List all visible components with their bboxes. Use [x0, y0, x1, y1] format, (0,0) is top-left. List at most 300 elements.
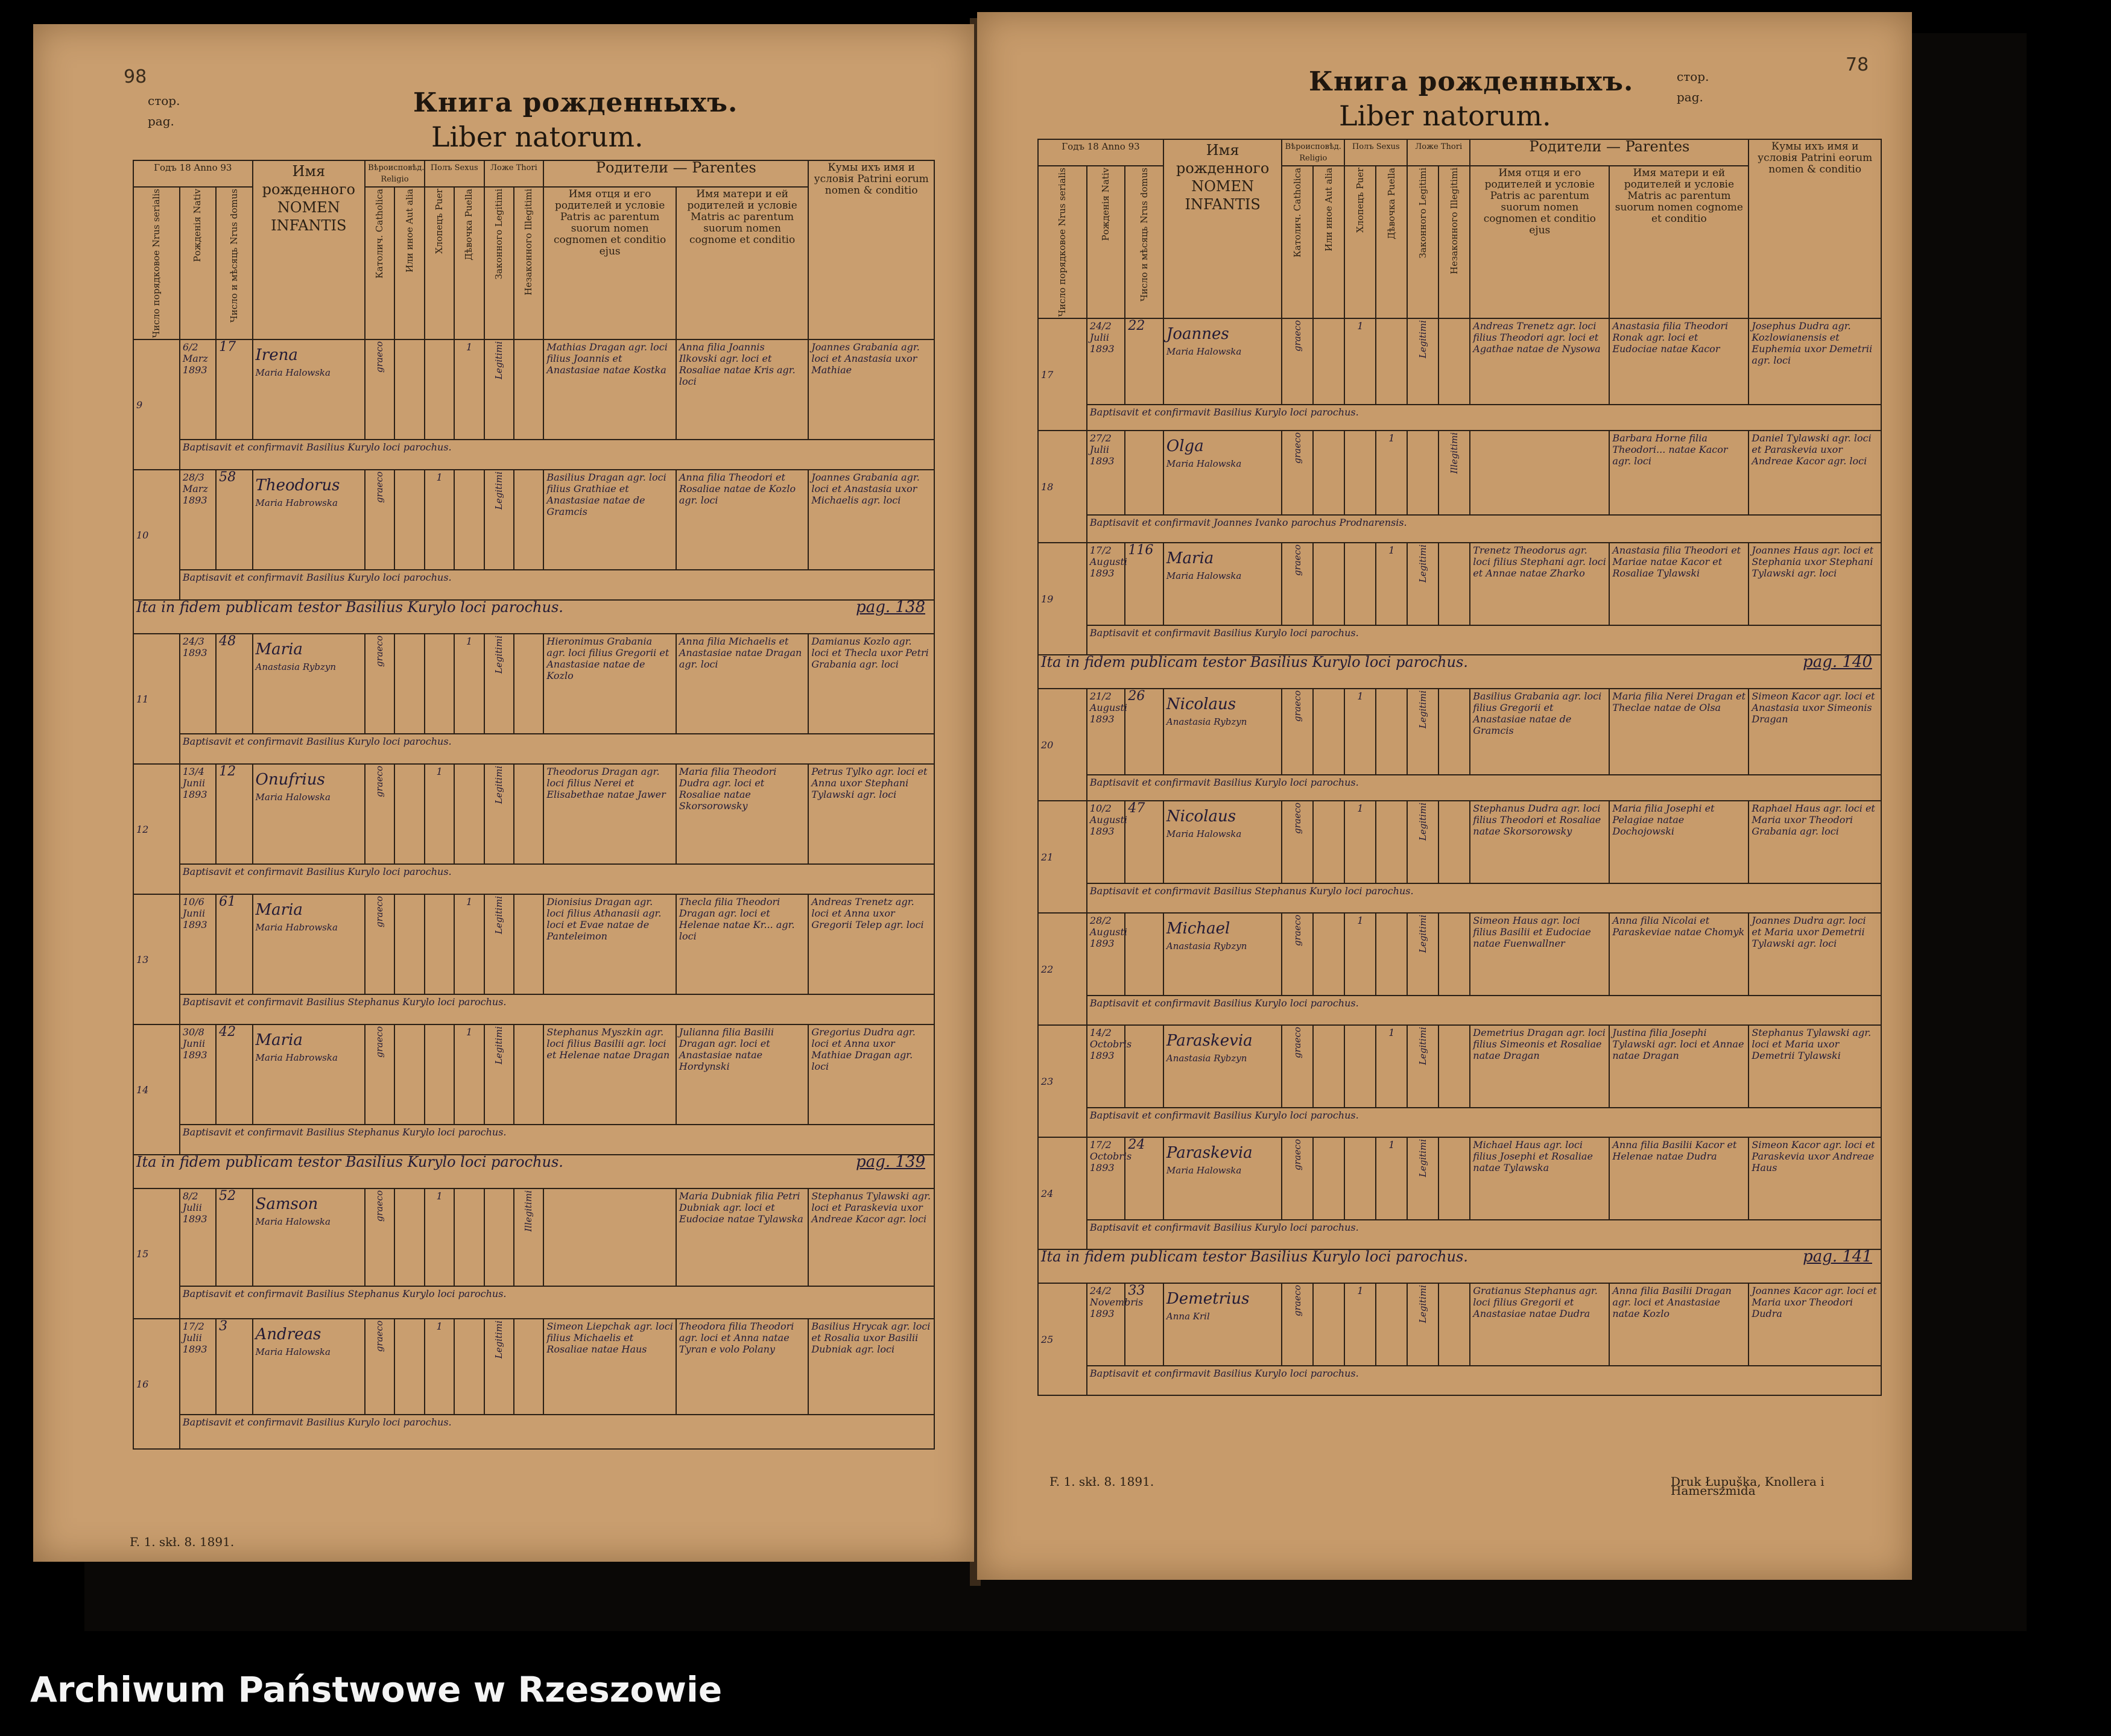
- illegitimi-cell: [514, 470, 543, 570]
- entry-number: 25: [1038, 1283, 1087, 1395]
- header-sub_religio: [1282, 166, 1313, 318]
- illegitimi-value: Illegitimi: [523, 1190, 534, 1233]
- godparents-cell: Joannes Grabania agr. loci et Anastasia uxor Mathiae: [808, 339, 934, 440]
- mother-cell: Anastasia filia Theodori et Mariae natae Kacor et Rosaliae Tylawski: [1609, 543, 1749, 625]
- entry-number: 12: [133, 764, 180, 894]
- illegitimi-cell: [514, 1024, 543, 1125]
- entry-date: 17/2 Octobris 1893: [1087, 1137, 1125, 1220]
- puella-cell: 1: [454, 1024, 484, 1125]
- child-name: Joannes: [1166, 325, 1229, 344]
- mother-cell: Anna filia Joannis Ilkovski agr. loci et Rosaliae natae Kris agr. loci: [676, 339, 808, 440]
- printer-imprint: Druk Łupuška, Knollera i Hamerszmida: [1671, 1474, 1825, 1498]
- entry-date: 6/2 Marz 1893: [180, 339, 216, 440]
- illegitimi-cell: [514, 1319, 543, 1415]
- header-sub_sexus: [1344, 166, 1376, 318]
- religio-cell: [1282, 801, 1313, 883]
- entry-row: [133, 1024, 934, 1125]
- child-name: Maria: [1166, 549, 1214, 568]
- child-name: Paraskevia: [1166, 1144, 1253, 1163]
- entry-house: [1125, 913, 1163, 996]
- religio-cell: [365, 1319, 394, 1415]
- puer-cell: 1: [1344, 318, 1376, 405]
- header-patrini: Кумы ихъ имя и условія Patrini eorum nomen & conditio: [1749, 139, 1881, 318]
- godparents-cell: Basilius Hrycak agr. loci et Rosalia uxor Basilii Dubniak agr. loci: [808, 1319, 934, 1415]
- legitimi-cell: [484, 1319, 514, 1415]
- header-sub_religio: [394, 187, 424, 339]
- header-sub-text: Дѣвочка Puella: [1385, 168, 1397, 239]
- mother-cell: Maria filia Theodori Dudra agr. loci et Rosaliae natae Skorsorowsky: [676, 764, 808, 864]
- note-cell: [133, 1155, 934, 1188]
- baptism-row: [133, 1415, 934, 1449]
- godparents-cell: Stephanus Tylawski agr. loci et Paraskevia uxor Andreae Kacor agr. loci: [808, 1188, 934, 1286]
- header-date-sub: [216, 187, 252, 339]
- illegitimi-cell: [1438, 431, 1470, 514]
- mother-cell: Maria filia Josephi et Pelagiae natae Dochojowski: [1609, 801, 1749, 883]
- religio-other: [1313, 1025, 1344, 1108]
- baptism-row: [133, 570, 934, 600]
- illegitimi-cell: [1438, 1283, 1470, 1366]
- entry-house: 17: [216, 339, 252, 440]
- father-cell: Mathias Dragan agr. loci filius Joannis et Anastasiae natae Kostka: [543, 339, 676, 440]
- entry-house: 22: [1125, 318, 1163, 405]
- religio-other: [1313, 543, 1344, 625]
- father-cell: Andreas Trenetz agr. loci filius Theodori agr. loci et Agathae natae de Nysowa: [1470, 318, 1609, 405]
- header-name-text: Имя рожденного NOMEN INFANTIS: [262, 163, 355, 234]
- religio-cell: [365, 1024, 394, 1125]
- religio-value: graeco: [374, 341, 385, 373]
- legitimi-cell: [484, 339, 514, 440]
- legitimi-cell: [1407, 913, 1438, 996]
- entry-name-cell: [1163, 1025, 1282, 1108]
- baptism-record: Baptisavit et confirmavit Basilius Stephanus Kurylo loci parochus.: [180, 1286, 934, 1319]
- mother-cell: Anastasia filia Theodori Ronak agr. loci et Eudociae natae Kacor: [1609, 318, 1749, 405]
- baptism-row: [1038, 1366, 1881, 1395]
- header-sub-text: Католич. Catholica: [374, 189, 385, 279]
- midwife-name: Maria Halowska: [255, 792, 331, 803]
- godparents-cell: Gregorius Dudra agr. loci et Anna uxor Mathiae Dragan agr. loci: [808, 1024, 934, 1125]
- illegitimi-cell: [1438, 1137, 1470, 1220]
- entry-name-cell: [253, 470, 366, 570]
- father-cell: Simeon Haus agr. loci filius Basilii et Eudociae natae Fuenwallner: [1470, 913, 1609, 996]
- puella-cell: 1: [1376, 431, 1407, 514]
- entry-date: 17/2 Augusti 1893: [1087, 543, 1125, 625]
- baptism-record: Baptisavit et confirmavit Basilius Kurylo loci parochus.: [180, 864, 934, 894]
- note-text: Ita in fidem publicam testor Basilius Kurylo loci parochus.: [1041, 1248, 1468, 1266]
- midwife-name: Anastasia Rybzyn: [255, 661, 336, 673]
- header-sub-text: Или иное Aut alia: [404, 189, 415, 273]
- entry-number: 15: [133, 1188, 180, 1319]
- religio-other: [394, 764, 424, 864]
- religio-cell: [1282, 689, 1313, 775]
- legitimi-cell: [1407, 689, 1438, 775]
- header-date-sub-text: Число и мѣсяць Nrus domus: [1138, 168, 1150, 301]
- puella-cell: 1: [1376, 1025, 1407, 1108]
- archive-watermark: Archiwum Państwowe w Rzeszowie: [30, 1669, 723, 1710]
- entry-date: 24/2 Julii 1893: [1087, 318, 1125, 405]
- header-sub_thori: [484, 187, 514, 339]
- mother-cell: Maria filia Nerei Dragan et Theclae natae de Olsa: [1609, 689, 1749, 775]
- religio-value: graeco: [1291, 690, 1303, 722]
- page-stor-pag: стор. pag.: [1677, 69, 1709, 104]
- religio-other: [1313, 689, 1344, 775]
- entry-row: [133, 894, 934, 994]
- page-corner-number: 78: [1846, 54, 1869, 75]
- religio-value: graeco: [374, 766, 385, 798]
- religio-cell: [365, 764, 394, 864]
- godparents-cell: Joannes Kacor agr. loci et Maria uxor Theodori Dudra: [1749, 1283, 1881, 1366]
- illegitimi-cell: [514, 894, 543, 994]
- header-sexus: Полъ Sexus: [425, 160, 484, 187]
- puella-cell: 1: [1376, 1137, 1407, 1220]
- puer-cell: 1: [1344, 1283, 1376, 1366]
- header-date-sub-text: Рожденія Nativ: [192, 189, 203, 262]
- legitimi-cell: [1407, 318, 1438, 405]
- entry-date: 28/2 Augusti 1893: [1087, 913, 1125, 996]
- header-religio: Вѣроисповѣд. Religio: [1282, 139, 1344, 166]
- legitimi-value: Legitimi: [493, 1321, 504, 1359]
- religio-value: graeco: [1291, 915, 1303, 947]
- note-text: Ita in fidem publicam testor Basilius Kurylo loci parochus.: [136, 1154, 563, 1171]
- entry-date: 13/4 Junii 1893: [180, 764, 216, 864]
- baptism-record: Baptisavit et confirmavit Basilius Kurylo loci parochus.: [180, 570, 934, 600]
- baptism-record: Baptisavit et confirmavit Basilius Kurylo loci parochus.: [1087, 625, 1881, 655]
- baptism-record: Baptisavit et confirmavit Basilius Kurylo loci parochus.: [1087, 1366, 1881, 1395]
- entry-number: 19: [1038, 543, 1087, 655]
- legitimi-cell: [484, 470, 514, 570]
- puella-cell: [1376, 1283, 1407, 1366]
- religio-cell: [365, 339, 394, 440]
- illegitimi-cell: [1438, 1025, 1470, 1108]
- page-reference: pag. 138: [856, 598, 925, 617]
- entry-number: 18: [1038, 431, 1087, 543]
- note-text: Ita in fidem publicam testor Basilius Kurylo loci parochus.: [136, 599, 563, 616]
- page-reference: pag. 141: [1803, 1248, 1872, 1266]
- baptism-record: Baptisavit et confirmavit Joannes Ivanko parochus Prodnarensis.: [1087, 515, 1881, 543]
- religio-other: [394, 894, 424, 994]
- religio-cell: [1282, 1283, 1313, 1366]
- illegitimi-cell: [1438, 543, 1470, 625]
- entry-name-cell: [1163, 913, 1282, 996]
- header-sub-text: Хлопецъ Puer: [1354, 168, 1366, 233]
- puer-cell: [425, 1024, 454, 1125]
- father-cell: Basilius Dragan agr. loci filius Grathiae et Anastasiae natae de Gramcis: [543, 470, 676, 570]
- religio-cell: [365, 894, 394, 994]
- legitimi-value: Legitimi: [493, 766, 504, 804]
- baptism-row: [133, 864, 934, 894]
- illegitimi-cell: [514, 634, 543, 734]
- entry-name-cell: [253, 339, 366, 440]
- baptism-record: Baptisavit et confirmavit Basilius Kurylo loci parochus.: [180, 440, 934, 470]
- baptism-row: [1038, 1108, 1881, 1137]
- puer-cell: [425, 894, 454, 994]
- baptism-record: Baptisavit et confirmavit Basilius Kurylo loci parochus.: [1087, 1220, 1881, 1249]
- puella-cell: [1376, 318, 1407, 405]
- mother-cell: Anna filia Basilii Kacor et Helenae natae Dudra: [1609, 1137, 1749, 1220]
- right-page: [977, 12, 1912, 1580]
- header-religio: Вѣроисповѣд. Religio: [365, 160, 425, 187]
- entry-row: [133, 764, 934, 864]
- religio-value: graeco: [1291, 1285, 1303, 1317]
- legitimi-cell: [1407, 543, 1438, 625]
- header-sub_thori: [1438, 166, 1470, 318]
- entry-name-cell: [1163, 431, 1282, 514]
- legitimi-cell: [1407, 431, 1438, 514]
- baptism-row: [133, 994, 934, 1024]
- entry-number: 13: [133, 894, 180, 1024]
- legitimi-value: Legitimi: [1417, 544, 1428, 583]
- note-cell: [1038, 655, 1881, 689]
- mother-cell: Thecla filia Theodori Dragan agr. loci et Helenae natae Kr... agr. loci: [676, 894, 808, 994]
- form-footer: F. 1. skł. 8. 1891.: [1049, 1474, 1154, 1489]
- religio-cell: [1282, 543, 1313, 625]
- entry-row: [133, 1319, 934, 1415]
- legitimi-value: Legitimi: [493, 1026, 504, 1065]
- entry-name-cell: [253, 1188, 366, 1286]
- puella-cell: 1: [454, 634, 484, 734]
- godparents-cell: Petrus Tylko agr. loci et Anna uxor Stephani Tylawski agr. loci: [808, 764, 934, 864]
- child-name: Olga: [1166, 437, 1204, 456]
- religio-value: graeco: [374, 1190, 385, 1222]
- father-cell: Hieronimus Grabania agr. loci filius Gregorii et Anastasiae natae de Kozlo: [543, 634, 676, 734]
- header-date-sub: [180, 187, 216, 339]
- header-mother: Имя матери и ей родителей и условіе Matris ac parentum suorum nomen cognome et conditio: [676, 187, 808, 339]
- midwife-name: Maria Halowska: [1166, 1165, 1242, 1176]
- baptism-row: [1038, 775, 1881, 801]
- religio-other: [394, 634, 424, 734]
- mother-cell: Anna filia Basilii Dragan agr. loci et Anastasiae natae Kozlo: [1609, 1283, 1749, 1366]
- religio-cell: [1282, 1025, 1313, 1108]
- entry-number: 23: [1038, 1025, 1087, 1137]
- father-cell: [543, 1188, 676, 1286]
- godparents-cell: Andreas Trenetz agr. loci et Anna uxor Gregorii Telep agr. loci: [808, 894, 934, 994]
- entry-number: 16: [133, 1319, 180, 1449]
- religio-cell: [365, 1188, 394, 1286]
- baptism-record: Baptisavit et confirmavit Basilius Kurylo loci parochus.: [1087, 405, 1881, 431]
- godparents-cell: Daniel Tylawski agr. loci et Paraskevia uxor Andreae Kacor agr. loci: [1749, 431, 1881, 514]
- illegitimi-cell: [1438, 913, 1470, 996]
- illegitimi-cell: [514, 1188, 543, 1286]
- midwife-name: Anna Kril: [1166, 1311, 1210, 1322]
- entry-house: 61: [216, 894, 252, 994]
- religio-other: [394, 1319, 424, 1415]
- header-sub-text: Незаконного Illegitimi: [1448, 168, 1460, 274]
- header-year: Годъ 18 Anno 93: [1038, 139, 1163, 166]
- religio-other: [1313, 1137, 1344, 1220]
- header-father: Имя отця и его родителей и условіе Patris ac parentum suorum nomen cognomen et conditio ejus: [1470, 166, 1609, 318]
- entry-row: [1038, 431, 1881, 514]
- religio-other: [1313, 801, 1344, 883]
- entry-house: 24: [1125, 1137, 1163, 1220]
- legitimi-value: Legitimi: [1417, 915, 1428, 953]
- puella-cell: [454, 764, 484, 864]
- header-row: [1038, 139, 1881, 166]
- puella-cell: 1: [454, 339, 484, 440]
- father-cell: Simeon Liepchak agr. loci filius Michaelis et Rosaliae natae Haus: [543, 1319, 676, 1415]
- religio-other: [394, 470, 424, 570]
- entry-house: 48: [216, 634, 252, 734]
- entry-name-cell: [1163, 543, 1282, 625]
- entry-row: [1038, 1137, 1881, 1220]
- religio-other: [1313, 318, 1344, 405]
- father-cell: Basilius Grabania agr. loci filius Gregorii et Anastasiae natae de Gramcis: [1470, 689, 1609, 775]
- baptism-record: Baptisavit et confirmavit Basilius Stephanus Kurylo loci parochus.: [180, 1125, 934, 1155]
- header-sub_religio: [365, 187, 394, 339]
- illegitimi-value: Illegitimi: [1448, 432, 1460, 475]
- puer-cell: [1344, 543, 1376, 625]
- entry-number: 10: [133, 470, 180, 600]
- entry-number: 20: [1038, 689, 1087, 801]
- note-row: [1038, 1249, 1881, 1283]
- godparents-cell: Stephanus Tylawski agr. loci et Maria uxor Demetrii Tylawski: [1749, 1025, 1881, 1108]
- puer-cell: 1: [1344, 689, 1376, 775]
- midwife-name: Maria Halowska: [1166, 570, 1242, 582]
- header-sub-text: Законного Legitimi: [1417, 168, 1428, 259]
- entry-number: 9: [133, 339, 180, 470]
- mother-cell: Theodora filia Theodori agr. loci et Anna natae Tyran e volo Polany: [676, 1319, 808, 1415]
- midwife-name: Maria Halowska: [1166, 829, 1242, 840]
- header-date-sub-text: Число порядковое Nrus serialis: [1056, 168, 1068, 317]
- legitimi-value: Legitimi: [1417, 690, 1428, 729]
- entry-row: [1038, 1283, 1881, 1366]
- register-table: [133, 160, 935, 1450]
- header-sub_sexus: [1376, 166, 1407, 318]
- child-name: Michael: [1166, 920, 1230, 938]
- child-name: Maria: [255, 640, 303, 659]
- midwife-name: Maria Halowska: [1166, 346, 1242, 358]
- religio-cell: [365, 470, 394, 570]
- child-name: Paraskevia: [1166, 1032, 1253, 1050]
- entry-number: 24: [1038, 1137, 1087, 1249]
- register-table: [1037, 139, 1882, 1396]
- religio-cell: [1282, 431, 1313, 514]
- legitimi-value: Legitimi: [493, 896, 504, 935]
- puella-cell: [454, 470, 484, 570]
- header-row: [133, 160, 934, 187]
- baptism-row: [1038, 1220, 1881, 1249]
- header-sub-text: Законного Legitimi: [493, 189, 504, 280]
- entry-row: [1038, 913, 1881, 996]
- header-date-sub: [1038, 166, 1087, 318]
- entry-house: 42: [216, 1024, 252, 1125]
- entry-name-cell: [253, 634, 366, 734]
- legitimi-value: Legitimi: [1417, 320, 1428, 359]
- entry-date: 17/2 Julii 1893: [180, 1319, 216, 1415]
- religio-value: graeco: [374, 1026, 385, 1058]
- child-name: Samson: [255, 1195, 318, 1214]
- child-name: Nicolaus: [1166, 695, 1236, 714]
- entry-row: [133, 470, 934, 570]
- header-mother: Имя матери и ей родителей и условіе Matris ac parentum suorum nomen cognome et conditio: [1609, 166, 1749, 318]
- entry-date: 10/6 Junii 1893: [180, 894, 216, 994]
- entry-row: [133, 634, 934, 734]
- entry-number: 17: [1038, 318, 1087, 431]
- entry-number: 21: [1038, 801, 1087, 913]
- entry-name-cell: [1163, 1137, 1282, 1220]
- entry-date: 27/2 Julii 1893: [1087, 431, 1125, 514]
- puer-cell: 1: [1344, 801, 1376, 883]
- religio-value: graeco: [1291, 1027, 1303, 1059]
- midwife-name: Anastasia Rybzyn: [1166, 716, 1247, 728]
- header-name: [253, 160, 366, 339]
- child-name: Irena: [255, 346, 298, 365]
- midwife-name: Maria Habrowska: [255, 922, 338, 933]
- entry-number: 22: [1038, 913, 1087, 1025]
- religio-value: graeco: [1291, 320, 1303, 352]
- puer-cell: 1: [1344, 913, 1376, 996]
- header-sub_thori: [1407, 166, 1438, 318]
- header-date-sub-text: Число и мѣсяць Nrus domus: [228, 189, 239, 323]
- religio-value: graeco: [1291, 1139, 1303, 1171]
- midwife-name: Maria Habrowska: [255, 1052, 338, 1064]
- entry-name-cell: [253, 894, 366, 994]
- baptism-row: [133, 1125, 934, 1155]
- mother-cell: Maria Dubniak filia Petri Dubniak agr. loci et Eudociae natae Tylawska: [676, 1188, 808, 1286]
- baptism-row: [133, 440, 934, 470]
- header-date-sub-text: Рожденія Nativ: [1100, 168, 1112, 241]
- entry-house: 52: [216, 1188, 252, 1286]
- entry-name-cell: [1163, 801, 1282, 883]
- header-sub_thori: [514, 187, 543, 339]
- header-name: [1163, 139, 1282, 318]
- father-cell: Michael Haus agr. loci filius Josephi et Rosaliae natae Tylawska: [1470, 1137, 1609, 1220]
- header-sub_religio: [1313, 166, 1344, 318]
- father-cell: [1470, 431, 1609, 514]
- entry-name-cell: [253, 764, 366, 864]
- header-parentes: Родители — Parentes: [1470, 139, 1749, 166]
- religio-cell: [1282, 913, 1313, 996]
- baptism-row: [1038, 625, 1881, 655]
- puer-cell: 1: [425, 1188, 454, 1286]
- father-cell: Stephanus Myszkin agr. loci filius Basilii agr. loci et Helenae natae Dragan: [543, 1024, 676, 1125]
- puella-cell: 1: [454, 894, 484, 994]
- left-page: [33, 24, 974, 1562]
- note-row: [1038, 655, 1881, 689]
- legitimi-value: Legitimi: [1417, 1285, 1428, 1324]
- header-sub_sexus: [454, 187, 484, 339]
- entry-date: 10/2 Augusti 1893: [1087, 801, 1125, 883]
- entry-name-cell: [1163, 689, 1282, 775]
- religio-other: [1313, 1283, 1344, 1366]
- form-footer: F. 1. skł. 8. 1891.: [130, 1535, 235, 1549]
- puer-cell: 1: [425, 1319, 454, 1415]
- father-cell: Stephanus Dudra agr. loci filius Theodori et Rosaliae natae Skorsorowsky: [1470, 801, 1609, 883]
- legitimi-value: Legitimi: [493, 636, 504, 674]
- religio-cell: [1282, 318, 1313, 405]
- legitimi-cell: [484, 1024, 514, 1125]
- child-name: Onufrius: [255, 771, 325, 789]
- entry-row: [1038, 689, 1881, 775]
- religio-other: [394, 339, 424, 440]
- puer-cell: [1344, 431, 1376, 514]
- legitimi-value: Legitimi: [1417, 803, 1428, 841]
- legitimi-value: Legitimi: [1417, 1139, 1428, 1178]
- godparents-cell: Josephus Dudra agr. Kozlowianensis et Euphemia uxor Demetrii agr. loci: [1749, 318, 1881, 405]
- mother-cell: Barbara Horne filia Theodori... natae Kacor agr. loci: [1609, 431, 1749, 514]
- father-cell: Demetrius Dragan agr. loci filius Simeonis et Rosaliae natae Dragan: [1470, 1025, 1609, 1108]
- puella-cell: 1: [1376, 543, 1407, 625]
- header-parentes: Родители — Parentes: [543, 160, 808, 187]
- puella-cell: [1376, 801, 1407, 883]
- entry-row: [1038, 318, 1881, 405]
- entry-house: 12: [216, 764, 252, 864]
- religio-other: [394, 1024, 424, 1125]
- religio-other: [394, 1188, 424, 1286]
- entry-house: 47: [1125, 801, 1163, 883]
- entry-date: 24/2 Novembris 1893: [1087, 1283, 1125, 1366]
- entry-row: [1038, 801, 1881, 883]
- illegitimi-cell: [514, 339, 543, 440]
- mother-cell: Justina filia Josephi Tylawski agr. loci et Annae natae Dragan: [1609, 1025, 1749, 1108]
